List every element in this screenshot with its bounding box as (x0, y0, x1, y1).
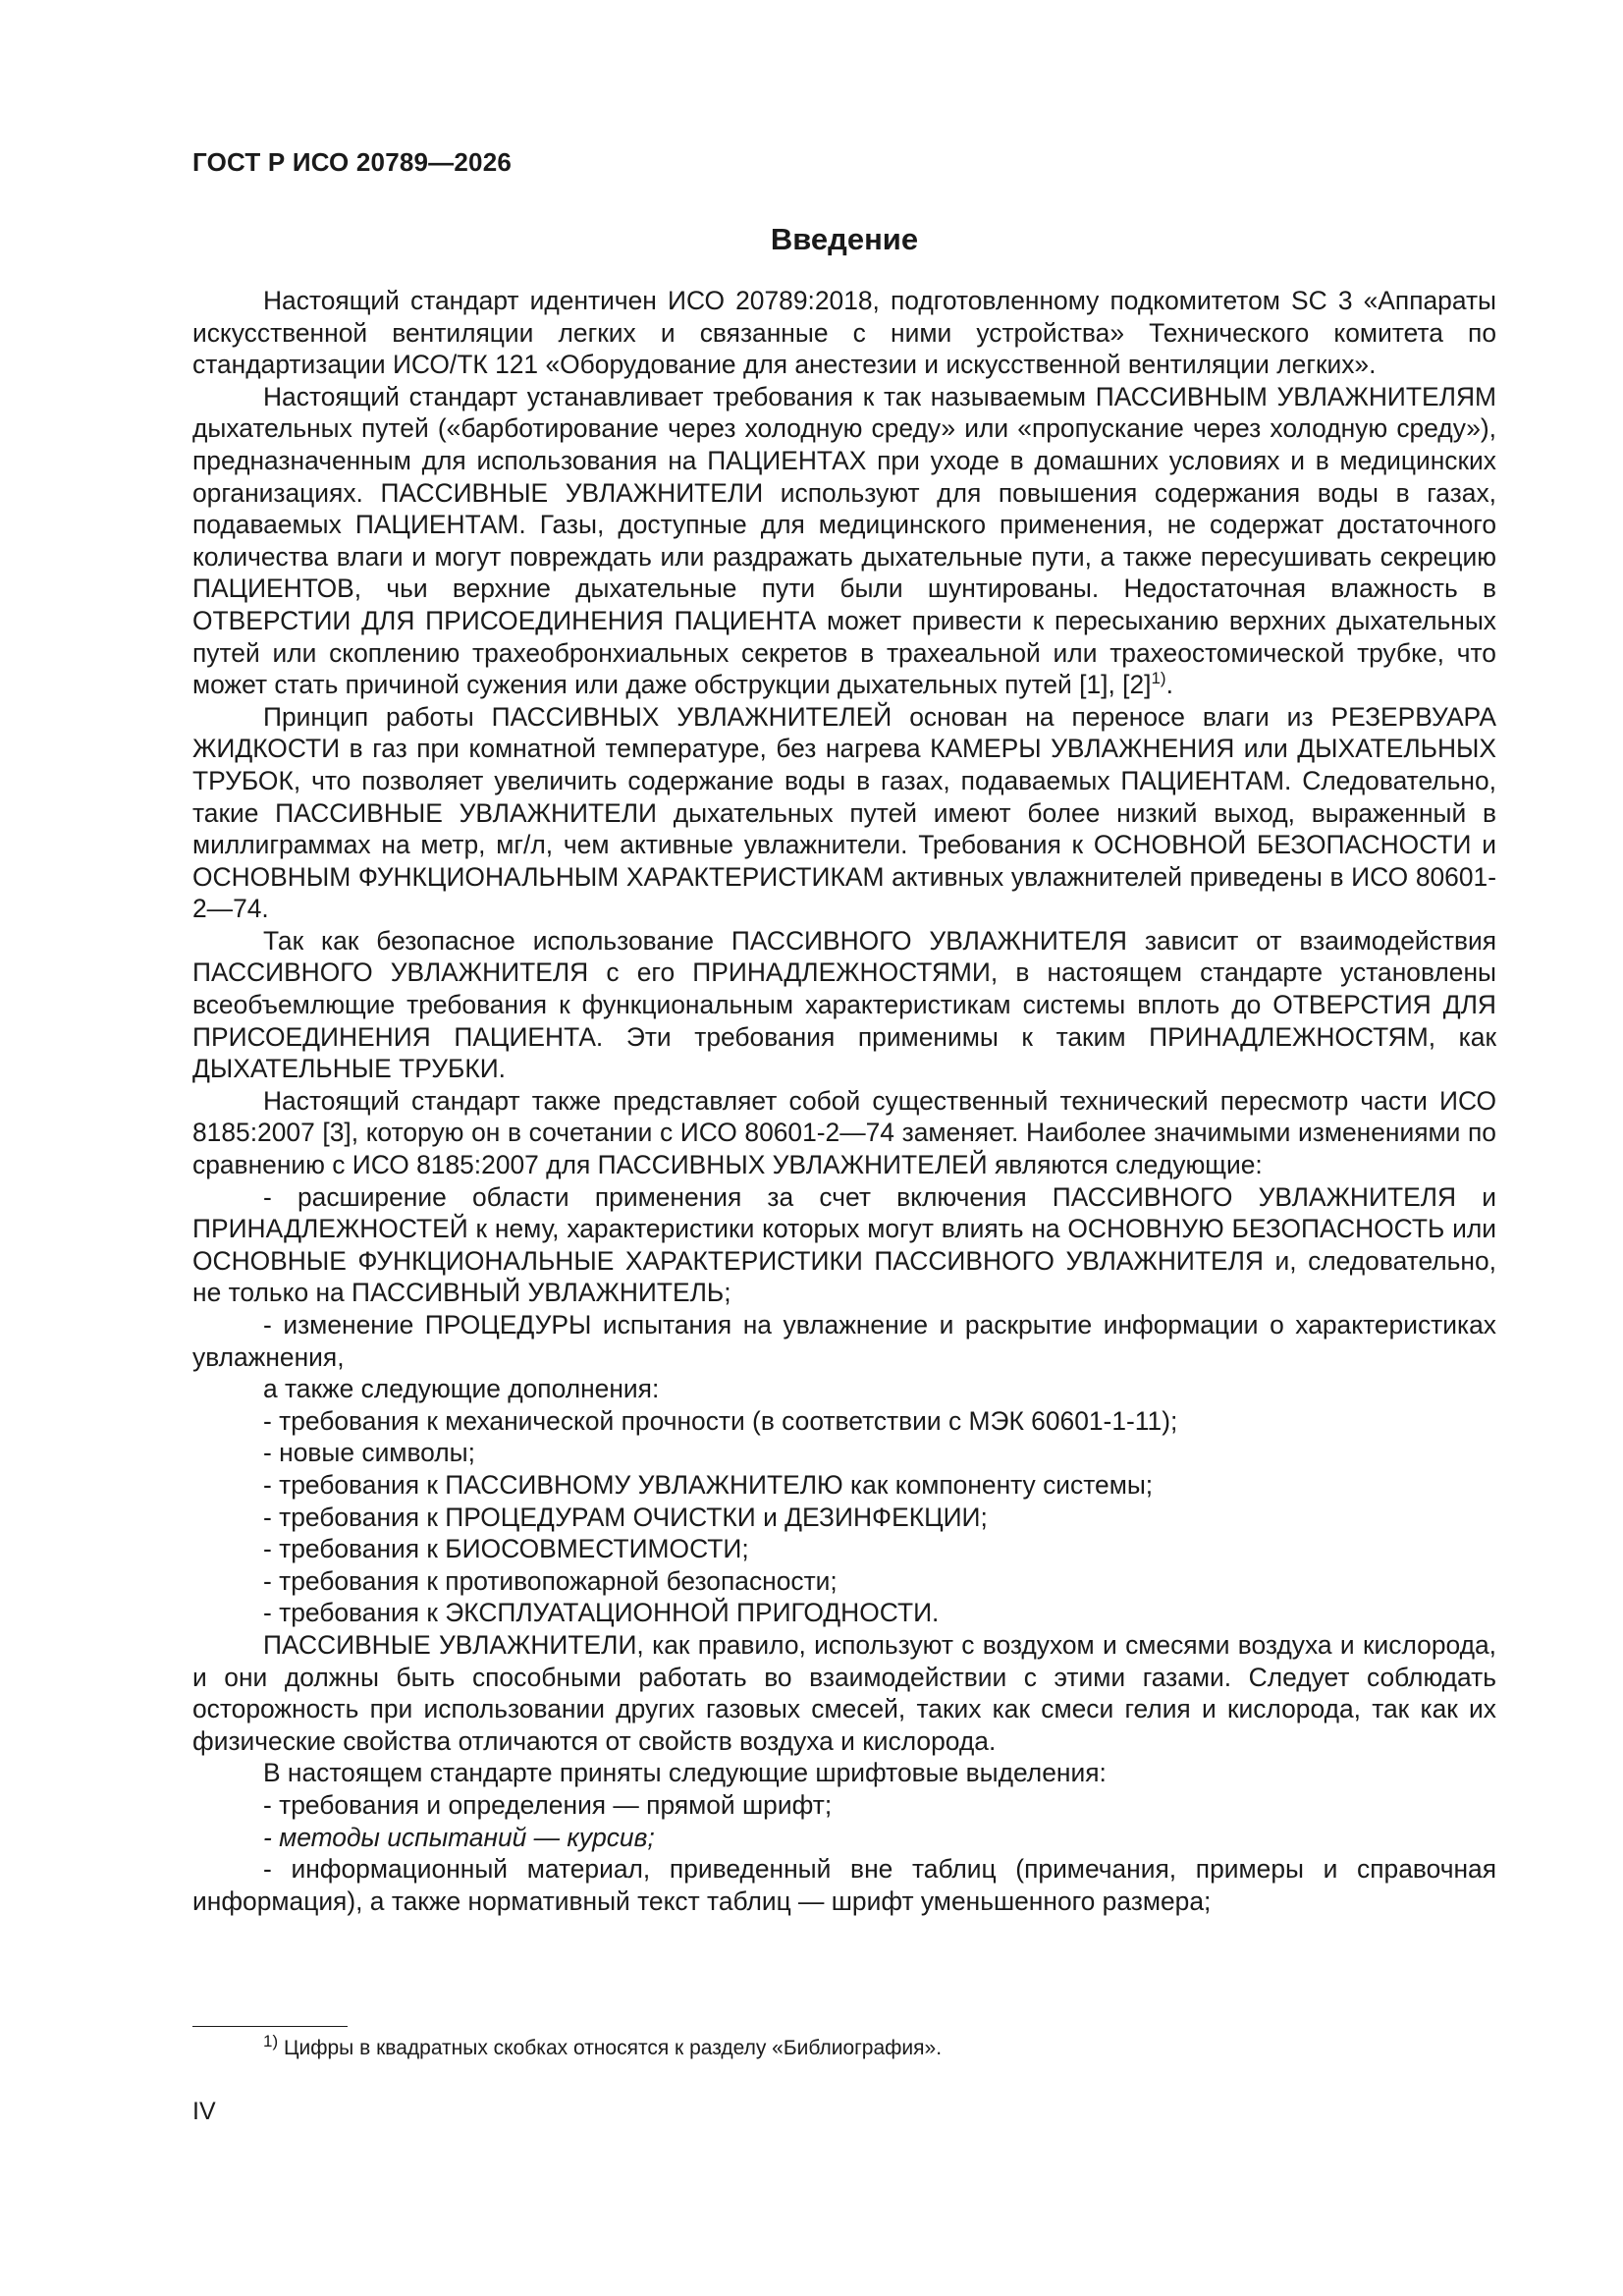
paragraph (192, 381, 1496, 701)
list-intro: а также следующие дополнения: (263, 1374, 660, 1404)
section-title: Введение (770, 222, 919, 256)
footnote-divider (192, 2026, 348, 2027)
paragraph: Принцип работы ПАССИВНЫХ УВЛАЖНИТЕЛЕЙ основан на переносе влаги из РЕЗЕРВУАРА ЖИДКОСТИ в газ при комнатной температуре, без нагрева КАМЕРЫ УВЛАЖНЕНИЯ или ДЫХАТЕЛЬНЫХ ТРУБОК, что позволяет увеличить содержание воды в газах, подаваемых ПАЦИЕНТАМ. Следовательно, такие ПАССИВНЫЕ УВЛАЖНИТЕЛИ дыхательных путей имеют более низкий выход, выраженный в миллиграммах на метр, мг/л, чем активные увлажнители. Требования к ОСНОВНОЙ БЕЗОПАСНОСТИ и ОСНОВНЫМ ФУНКЦИОНАЛЬНЫМ ХАРАКТЕРИСТИКАМ активных увлажнителей приведены в ИСО 80601-2—74. (192, 701, 1496, 924)
paragraph: Так как безопасное использование ПАССИВНОГО УВЛАЖНИТЕЛЯ зависит от взаимодействия ПАССИВНОГО УВЛАЖНИТЕЛЯ с его ПРИНАДЛЕЖНОСТЯМИ, в настоящем стандарте установлены всеобъемлющие требования к функциональным характеристикам системы вплоть до ОТВЕРСТИЯ ДЛЯ ПРИСОЕДИНЕНИЯ ПАЦИЕНТА. Эти требования применимы к таким ПРИНАДЛЕЖНОСТЯМ, как ДЫХАТЕЛЬНЫЕ ТРУБКИ. (192, 925, 1496, 1084)
paragraph: ПАССИВНЫЕ УВЛАЖНИТЕЛИ, как правило, используют с воздухом и смесями воздуха и кислорода, и они должны быть способными работать во взаимодействии с этими газами. Следует соблюдать осторожность при использовании других газовых смесей, таких как смеси гелия и кислорода, так как их физические свойства отличаются от свойств воздуха и кислорода. (192, 1629, 1496, 1756)
paragraph: В настоящем стандарте приняты следующие шрифтовые выделения: (263, 1758, 1107, 1788)
list-item: - расширение области применения за счет включения ПАССИВНОГО УВЛАЖНИТЕЛЯ и ПРИНАДЛЕЖНОСТЕЙ к нему, характеристики которых могут влиять на ОСНОВНУЮ БЕЗОПАСНОСТЬ или ОСНОВНЫЕ ФУНКЦИОНАЛЬНЫЕ ХАРАКТЕРИСТИКИ ПАССИВНОГО УВЛАЖНИТЕЛЯ и, следовательно, не только на ПАССИВНЫЙ УВЛАЖНИТЕЛЬ; (192, 1181, 1496, 1308)
list-item: - требования к противопожарной безопасности; (263, 1565, 838, 1596)
paragraph-end: . (1165, 670, 1173, 700)
paragraph: Настоящий стандарт идентичен ИСО 20789:2018, подготовленному подкомитетом SC 3 «Аппараты искусственной вентиляции легких и связанные с ними устройства» Технического комитета по стандартизации ИСО/ТК 121 «Оборудование для анестезии и искусственной вентиляции легких». (192, 286, 1496, 380)
standard-header: ГОСТ Р ИСО 20789—2026 (192, 147, 513, 177)
footnote-marker: 1) (263, 2032, 279, 2050)
list-item: - требования к ПАССИВНОМУ УВЛАЖНИТЕЛЮ как компоненту системы; (263, 1469, 1154, 1500)
list-item: - требования к БИОСОВМЕСТИМОСТИ; (263, 1534, 749, 1564)
footnote (263, 2032, 943, 2061)
list-item: - требования и определения — прямой шрифт; (263, 1789, 833, 1820)
list-item: - информационный материал, приведенный вне таблиц (примечания, примеры и справочная информация), а также нормативный текст таблиц — шрифт уменьшенного размера; (192, 1854, 1496, 1916)
list-item: - требования к ПРОЦЕДУРАМ ОЧИСТКИ и ДЕЗИНФЕКЦИИ; (263, 1502, 988, 1532)
list-item: - изменение ПРОЦЕДУРЫ испытания на увлажнение и раскрытие информации о характеристиках увлажнения, (192, 1310, 1496, 1372)
page-number: IV (192, 2098, 216, 2125)
list-item: - требования к механической прочности (в соответствии с МЭК 60601-1-11); (263, 1405, 1178, 1436)
paragraph-text: Настоящий стандарт устанавливает требования к так называемым ПАССИВНЫМ УВЛАЖНИТЕЛЯМ дыхательных путей («барботирование через холодную среду» или «пропускание через холодную среду»), предназначенным для использования на ПАЦИЕНТАХ при уходе в домашних условиях и в медицинских организациях. ПАССИВНЫЕ УВЛАЖНИТЕЛИ используют для повышения содержания воды в газах, подаваемых ПАЦИЕНТАМ. Газы, доступные для медицинского применения, не содержат достаточного количества влаги и могут повреждать или раздражать дыхательные пути, а также пересушивать секрецию ПАЦИЕНТОВ, чьи верхние дыхательные пути были шунтированы. Недостаточная влажность в ОТВЕРСТИИ ДЛЯ ПРИСОЕДИНЕНИЯ ПАЦИЕНТА может привести к пересыханию верхних дыхательных путей или скоплению трахеобронхиальных секретов в трахеальной или трахеостомической трубке, что может стать причиной сужения или даже обструкции дыхательных путей [1], [2] (192, 381, 1496, 700)
footnote-ref: 1) (1151, 669, 1166, 688)
body-text (192, 285, 1496, 1917)
footnote-text: Цифры в квадратных скобках относятся к разделу «Библиография». (278, 2037, 943, 2059)
list-item: - новые символы; (263, 1438, 475, 1468)
list-item: - требования к ЭКСПЛУАТАЦИОННОЙ ПРИГОДНОСТИ. (263, 1598, 940, 1628)
list-item-italic: - методы испытаний — курсив; (263, 1822, 655, 1852)
paragraph: Настоящий стандарт также представляет собой существенный технический пересмотр части ИСО 8185:2007 [3], которую он в сочетании с ИСО 80601-2—74 заменяет. Наиболее значимыми изменениями по сравнению с ИСО 8185:2007 для ПАССИВНЫХ УВЛАЖНИТЕЛЕЙ являются следующие: (192, 1085, 1496, 1180)
